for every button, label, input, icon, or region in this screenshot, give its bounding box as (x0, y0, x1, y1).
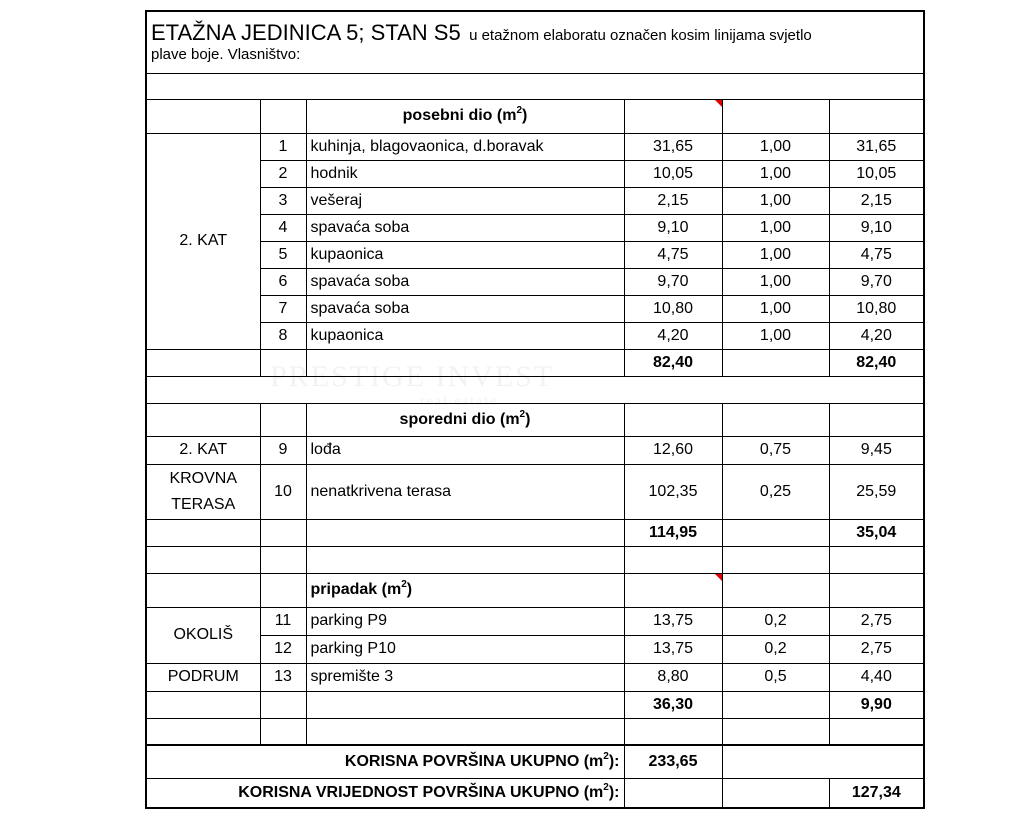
summary-row-vrijednost (146, 778, 924, 808)
room-name: parking P9 (306, 607, 624, 635)
coefficient: 1,00 (722, 133, 829, 160)
section-header-pripadak (146, 573, 924, 607)
table-row (146, 241, 924, 268)
korisna-value: 233,65 (624, 745, 722, 778)
coefficient: 1,00 (722, 241, 829, 268)
table-row (146, 268, 924, 295)
table-row (146, 635, 924, 663)
row-number: 1 (260, 133, 306, 160)
area-value: 8,80 (624, 663, 722, 691)
weighted-value: 2,75 (829, 635, 924, 663)
row-number: 11 (260, 607, 306, 635)
table-row (146, 322, 924, 349)
subtotal-row (146, 349, 924, 376)
room-name: kupaonica (306, 241, 624, 268)
table-row (146, 187, 924, 214)
room-name: lođa (306, 436, 624, 464)
row-number: 3 (260, 187, 306, 214)
area-table (145, 10, 925, 809)
subtotal-area: 114,95 (624, 519, 722, 546)
area-value: 4,75 (624, 241, 722, 268)
section-title-posebni: posebni dio $(m^2)$ (306, 99, 624, 133)
area-value: 10,05 (624, 160, 722, 187)
weighted-value: 4,40 (829, 663, 924, 691)
row-number: 5 (260, 241, 306, 268)
area-value: 9,10 (624, 214, 722, 241)
section-title-pripadak: pripadak $(m^2)$ (306, 573, 624, 607)
table-row (146, 160, 924, 187)
coefficient: 1,00 (722, 268, 829, 295)
korisna-label: KORISNA POVRŠINA UKUPNO $(m^2)$: (146, 745, 624, 778)
room-name: spavaća soba (306, 268, 624, 295)
row-number: 13 (260, 663, 306, 691)
coefficient: 1,00 (722, 160, 829, 187)
watermark-logo: PRESTIGE INVEST real estate (270, 360, 555, 409)
room-name: spavaća soba (306, 295, 624, 322)
subtotal-value: 9,90 (829, 691, 924, 718)
weighted-value: 10,80 (829, 295, 924, 322)
floor-label: 2. KAT (146, 436, 260, 464)
coefficient: 0,75 (722, 436, 829, 464)
subtotal-row (146, 691, 924, 718)
weighted-value: 9,10 (829, 214, 924, 241)
subtotal-value: 82,40 (829, 349, 924, 376)
summary-row-korisna (146, 745, 924, 778)
weighted-value: 4,20 (829, 322, 924, 349)
weighted-value: 2,75 (829, 607, 924, 635)
header-row (146, 11, 924, 73)
subtotal-value: 35,04 (829, 519, 924, 546)
coefficient: 0,25 (722, 464, 829, 519)
area-value: 13,75 (624, 635, 722, 663)
section-title-sporedni: sporedni dio $(m^2)$ (306, 403, 624, 436)
table-row (146, 214, 924, 241)
weighted-value: 2,15 (829, 187, 924, 214)
coefficient: 0,2 (722, 635, 829, 663)
area-value: 13,75 (624, 607, 722, 635)
row-number: 2 (260, 160, 306, 187)
row-number: 8 (260, 322, 306, 349)
coefficient: 0,2 (722, 607, 829, 635)
area-sheet (145, 10, 923, 809)
weighted-value: 4,75 (829, 241, 924, 268)
subtotal-area: 82,40 (624, 349, 722, 376)
table-row (146, 607, 924, 635)
spacer-row (146, 376, 924, 403)
area-value: 2,15 (624, 187, 722, 214)
weighted-value: 9,70 (829, 268, 924, 295)
section-header-posebni (146, 99, 924, 133)
row-number: 9 (260, 436, 306, 464)
coefficient: 1,00 (722, 295, 829, 322)
unit-note-line2: plave boje. Vlasništvo: (151, 45, 301, 63)
area-value: 12,60 (624, 436, 722, 464)
area-value: 4,20 (624, 322, 722, 349)
floor-label: 2. KAT (146, 133, 260, 349)
floor-label: OKOLIŠ (146, 607, 260, 663)
area-value: 31,65 (624, 133, 722, 160)
room-name: kupaonica (306, 322, 624, 349)
table-row (146, 464, 924, 519)
weighted-value: 9,45 (829, 436, 924, 464)
weighted-value: 10,05 (829, 160, 924, 187)
coefficient: 0,5 (722, 663, 829, 691)
row-number: 6 (260, 268, 306, 295)
room-name: kuhinja, blagovaonica, d.boravak (306, 133, 624, 160)
table-row (146, 133, 924, 160)
subtotal-row (146, 519, 924, 546)
vrijednost-value: 127,34 (829, 778, 924, 808)
area-value: 102,35 (624, 464, 722, 519)
table-row (146, 663, 924, 691)
table-row (146, 295, 924, 322)
area-value: 10,80 (624, 295, 722, 322)
comment-marker (624, 99, 722, 133)
room-name: parking P10 (306, 635, 624, 663)
vrijednost-label: KORISNA VRIJEDNOST POVRŠINA UKUPNO $(m^2)$: (146, 778, 624, 808)
row-number: 10 (260, 464, 306, 519)
floor-label: PODRUM (146, 663, 260, 691)
floor-label: KROVNA TERASA (146, 464, 260, 519)
coefficient: 1,00 (722, 322, 829, 349)
room-name: vešeraj (306, 187, 624, 214)
table-row (146, 436, 924, 464)
room-name: nenatkrivena terasa (306, 464, 624, 519)
row-number: 7 (260, 295, 306, 322)
room-name: spavaća soba (306, 214, 624, 241)
subtotal-area: 36,30 (624, 691, 722, 718)
header-cell (146, 11, 924, 73)
area-value: 9,70 (624, 268, 722, 295)
coefficient: 1,00 (722, 214, 829, 241)
unit-note: u etažnom elaboratu označen kosim linijama svjetlo (469, 26, 812, 44)
room-name: hodnik (306, 160, 624, 187)
room-name: spremište 3 (306, 663, 624, 691)
unit-title: ETAŽNA JEDINICA 5; STAN S5 (151, 19, 461, 45)
weighted-value: 25,59 (829, 464, 924, 519)
row-number: 4 (260, 214, 306, 241)
section-header-sporedni (146, 403, 924, 436)
row-number: 12 (260, 635, 306, 663)
comment-marker (624, 573, 722, 607)
spacer-row (146, 718, 924, 745)
coefficient: 1,00 (722, 187, 829, 214)
spacer-row (146, 546, 924, 573)
spacer-row (146, 73, 924, 99)
weighted-value: 31,65 (829, 133, 924, 160)
